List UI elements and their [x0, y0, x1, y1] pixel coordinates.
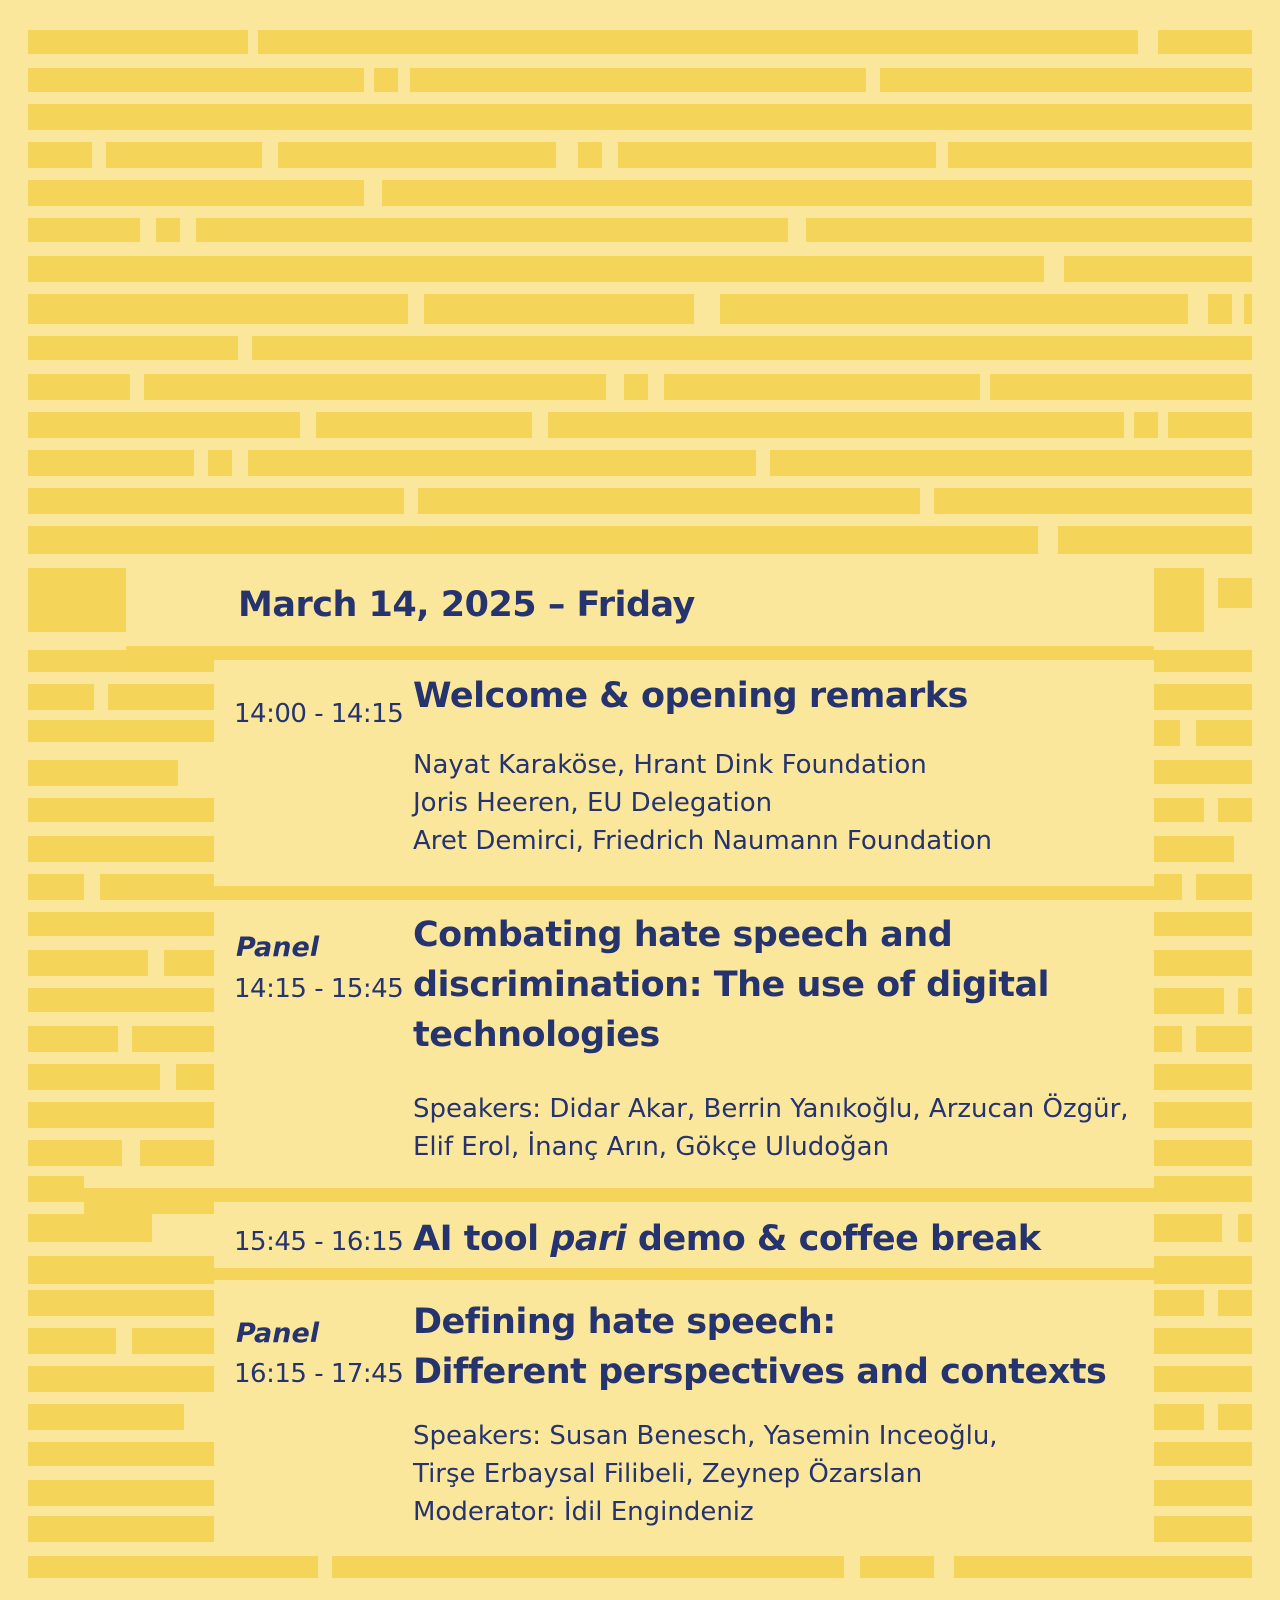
- pattern-bar: [164, 950, 214, 976]
- pattern-bar: [948, 142, 1252, 168]
- session-time: 16:15 - 17:45: [234, 1359, 404, 1389]
- pattern-bar: [1154, 1442, 1252, 1466]
- session-time: 15:45 - 16:15: [234, 1227, 404, 1257]
- session-speakers: [413, 746, 992, 860]
- pattern-bar: [1154, 1026, 1182, 1052]
- pattern-bar: [252, 336, 1252, 360]
- speaker-line: Joris Heeren, EU Delegation: [413, 788, 773, 818]
- pattern-bar: [954, 1556, 1252, 1578]
- pattern-bar: [1196, 720, 1252, 746]
- pattern-bar: [28, 180, 364, 206]
- pattern-bar: [132, 1026, 214, 1052]
- pattern-bar: [990, 374, 1252, 400]
- title-line: discrimination: The use of digital: [413, 965, 1050, 1005]
- pattern-bar: [28, 1366, 214, 1392]
- pattern-bar: [28, 874, 84, 900]
- pattern-bar: [28, 1064, 160, 1090]
- pattern-bar: [316, 412, 532, 438]
- pattern-bar: [1158, 30, 1252, 54]
- pattern-bar: [1154, 1256, 1252, 1284]
- pattern-bar: [28, 1026, 118, 1052]
- session-speakers: [413, 1417, 998, 1531]
- pattern-bar: [1134, 412, 1158, 438]
- title-part: AI tool: [413, 1219, 551, 1259]
- session-kind-label: Panel: [236, 1318, 320, 1349]
- pattern-bar: [1238, 988, 1252, 1014]
- pattern-bar: [28, 912, 214, 936]
- pattern-bar: [1196, 874, 1252, 900]
- pattern-bar: [1154, 988, 1224, 1014]
- pattern-bar: [1098, 104, 1252, 130]
- pattern-bar: [1154, 950, 1252, 976]
- session-title: [413, 1214, 1041, 1264]
- pattern-bar: [1218, 1404, 1252, 1430]
- pattern-bar: [618, 142, 936, 168]
- pattern-bar: [1208, 294, 1232, 324]
- date-heading: March 14, 2025 – Friday: [238, 585, 695, 625]
- pattern-bar: [28, 988, 214, 1012]
- pattern-bar: [176, 1064, 214, 1090]
- title-line: technologies: [413, 1015, 660, 1055]
- pattern-bar: [126, 886, 1154, 900]
- pattern-bar: [934, 488, 1252, 514]
- pattern-bar: [28, 1328, 116, 1354]
- title-emphasis: pari: [550, 1219, 627, 1259]
- pattern-bar: [1154, 568, 1204, 632]
- pattern-bar: [208, 450, 232, 476]
- pattern-bar: [1154, 720, 1180, 746]
- pattern-bar: [28, 68, 364, 92]
- pattern-bar: [720, 294, 1188, 324]
- pattern-bar: [1154, 1480, 1252, 1506]
- title-line: Combating hate speech and: [413, 915, 953, 955]
- pattern-bar: [258, 30, 1138, 54]
- session-title: [413, 1297, 1106, 1397]
- pattern-bar: [28, 1140, 122, 1166]
- speaker-line: Speakers: Didar Akar, Berrin Yanıkoğlu, Arzucan Özgür,: [413, 1094, 1129, 1124]
- pattern-bar: [418, 488, 920, 514]
- pattern-bar: [382, 180, 1252, 206]
- pattern-bar: [1154, 760, 1252, 784]
- pattern-bar: [1154, 874, 1182, 900]
- pattern-bar: [28, 1516, 214, 1542]
- pattern-bar: [578, 142, 602, 168]
- pattern-bar: [28, 950, 148, 976]
- pattern-bar: [1058, 526, 1252, 554]
- pattern-bar: [1154, 1516, 1252, 1542]
- pattern-bar: [248, 450, 756, 476]
- pattern-bar: [770, 450, 1252, 476]
- pattern-bar: [548, 412, 1124, 438]
- pattern-bar: [28, 1290, 214, 1316]
- session-time: 14:00 - 14:15: [234, 699, 404, 729]
- pattern-bar: [1196, 1026, 1252, 1052]
- pattern-bar: [1154, 684, 1252, 710]
- pattern-bar: [28, 256, 1044, 282]
- pattern-bar: [1154, 912, 1252, 936]
- pattern-bar: [28, 1404, 184, 1430]
- pattern-bar: [28, 488, 404, 514]
- pattern-bar: [332, 1556, 844, 1578]
- pattern-bar: [28, 142, 92, 168]
- pattern-bar: [28, 294, 408, 324]
- pattern-bar: [860, 1556, 934, 1578]
- pattern-bar: [1154, 1214, 1222, 1242]
- pattern-bar: [1154, 1102, 1252, 1128]
- pattern-bar: [28, 450, 194, 476]
- session-kind-label: Panel: [236, 932, 320, 963]
- pattern-bar: [1154, 836, 1234, 862]
- pattern-bar: [806, 218, 1252, 242]
- pattern-bar: [132, 1328, 214, 1354]
- pattern-bar: [880, 68, 1252, 92]
- pattern-bar: [410, 68, 866, 92]
- pattern-bar: [28, 1214, 152, 1242]
- pattern-bar: [278, 142, 556, 168]
- pattern-bar: [28, 798, 214, 822]
- pattern-bar: [28, 526, 1038, 554]
- pattern-bar: [28, 30, 248, 54]
- pattern-bar: [28, 1442, 214, 1466]
- speaker-line: Tirşe Erbaysal Filibeli, Zeynep Özarslan: [413, 1459, 923, 1489]
- pattern-bar: [196, 218, 788, 242]
- speaker-line: Aret Demirci, Friedrich Naumann Foundation: [413, 826, 992, 856]
- speaker-line: Speakers: Susan Benesch, Yasemin Inceoğlu,: [413, 1421, 998, 1451]
- pattern-bar: [156, 218, 180, 242]
- pattern-bar: [1154, 650, 1252, 672]
- pattern-bar: [28, 1556, 318, 1578]
- pattern-bar: [28, 720, 214, 742]
- pattern-bar: [28, 1176, 84, 1202]
- pattern-bar: [108, 684, 214, 710]
- pattern-bar: [664, 374, 980, 400]
- pattern-bar: [144, 374, 606, 400]
- pattern-bar: [28, 336, 238, 360]
- pattern-bar: [374, 68, 398, 92]
- speaker-line: Moderator: İdil Engindeniz: [413, 1497, 754, 1527]
- pattern-bar: [1238, 1214, 1252, 1242]
- session-time: 14:15 - 15:45: [234, 974, 404, 1004]
- pattern-bar: [1218, 1290, 1252, 1316]
- pattern-bar: [1154, 1064, 1252, 1090]
- title-line: Defining hate speech:: [413, 1302, 836, 1342]
- pattern-bar: [1154, 798, 1204, 822]
- pattern-bar: [624, 374, 648, 400]
- pattern-bar: [28, 1102, 214, 1128]
- pattern-bar: [1168, 412, 1252, 438]
- pattern-bar: [140, 1140, 214, 1166]
- pattern-bar: [1154, 1328, 1252, 1354]
- pattern-bar: [28, 218, 140, 242]
- pattern-bar: [1244, 294, 1252, 324]
- pattern-bar: [1064, 256, 1252, 282]
- pattern-bar: [1154, 1404, 1204, 1430]
- pattern-bar: [28, 568, 126, 632]
- pattern-bar: [126, 1266, 1154, 1280]
- session-title: Welcome & opening remarks: [413, 676, 968, 716]
- pattern-bar: [106, 142, 262, 168]
- session-title: [413, 910, 1049, 1060]
- pattern-bar: [28, 760, 178, 786]
- pattern-bar: [1218, 798, 1252, 822]
- title-part: demo & coffee break: [626, 1219, 1041, 1259]
- pattern-bar: [84, 1188, 1154, 1202]
- pattern-bar: [1154, 1290, 1204, 1316]
- pattern-bar: [28, 412, 300, 438]
- pattern-bar: [1218, 578, 1252, 608]
- pattern-bar: [1154, 1140, 1252, 1166]
- pattern-bar: [424, 294, 694, 324]
- speaker-line: Nayat Karaköse, Hrant Dink Foundation: [413, 750, 927, 780]
- pattern-bar: [28, 104, 1098, 130]
- speaker-line: Elif Erol, İnanç Arın, Gökçe Uludoğan: [413, 1132, 890, 1162]
- pattern-bar: [28, 684, 94, 710]
- pattern-bar: [126, 646, 1154, 660]
- pattern-bar: [1154, 1176, 1252, 1202]
- session-speakers: [413, 1090, 1129, 1166]
- pattern-bar: [28, 836, 214, 862]
- pattern-bar: [1154, 1366, 1252, 1392]
- title-line: Different perspectives and contexts: [413, 1352, 1107, 1392]
- pattern-bar: [28, 374, 130, 400]
- pattern-bar: [28, 1480, 214, 1506]
